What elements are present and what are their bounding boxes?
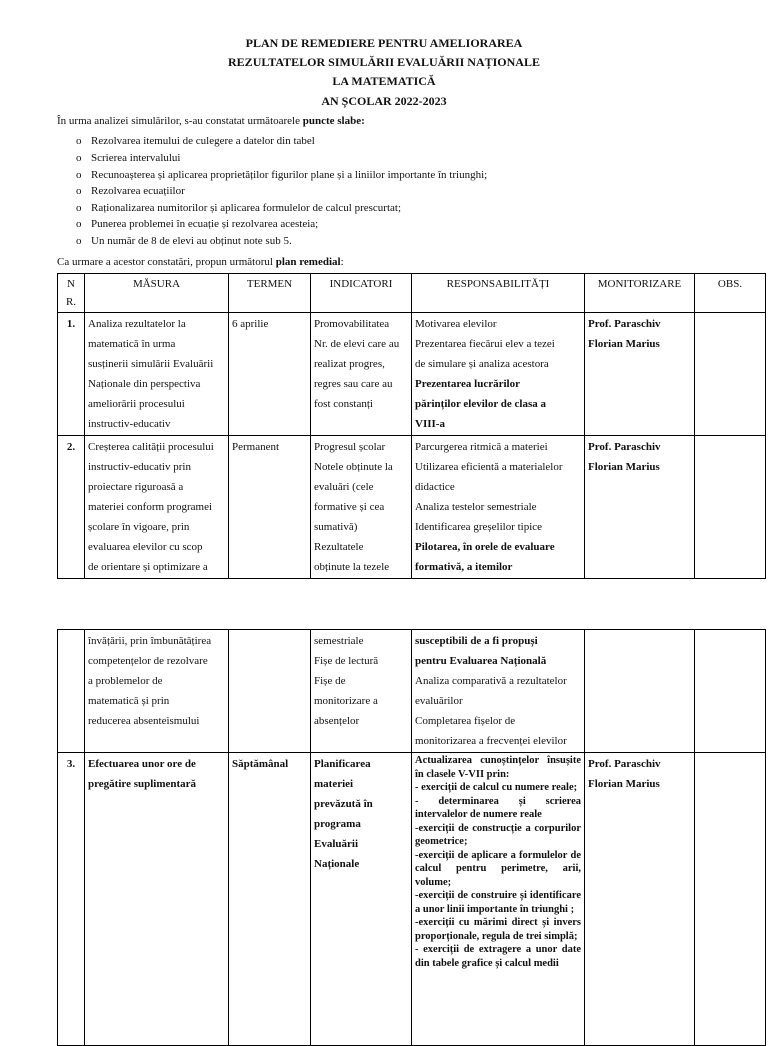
weak-point-item [76,185,185,197]
cell-monitorizare: Prof. Paraschiv Florian Marius [585,436,695,579]
cell-indicatori: Promovabilitatea Nr. de elevi care au realizat progres, regres sau care au fost constanți [311,313,412,436]
bullet-marker: o [76,235,82,247]
cell-masura: învățării, prin îmbunătățirea competențelor de rezolvare a problemelor de matematică și prin reducerea absenteismului [85,630,229,753]
remedial-plan-table-continued [57,629,766,1046]
row-number: 2. [58,436,85,579]
header-monitorizare: MONITORIZARE [585,274,695,313]
bullet-marker: o [76,135,82,147]
weak-point-item [76,169,487,181]
cell-obs [695,436,766,579]
bullet-marker: o [76,169,82,181]
cell-responsabilitati: susceptibili de a fi propuși pentru Evaluarea Națională Analiza comparativă a rezultatelor evaluărilor Completarea fișelor de monitorizarea a frecvenței elevilor [412,630,585,753]
header-obs: OBS. [695,274,766,313]
cell-masura: Efectuarea unor ore de pregătire suplimentară [85,753,229,1046]
cell-termen [229,630,311,753]
weak-point-text: Un număr de 8 de elevi au obținut note sub 5. [91,235,292,247]
cell-responsabilitati: Parcurgerea ritmică a materiei Utilizarea eficientă a materialelor didactice Analiza testelor semestriale Identificarea greșelilor tipice Pilotarea, în orele de evaluare formativă, a itemilor [412,436,585,579]
header-masura: MĂSURA [85,274,229,313]
cell-monitorizare [585,630,695,753]
title-line-4: AN ȘCOLAR 2022-2023 [321,94,447,108]
cell-termen: 6 aprilie [229,313,311,436]
weak-point-item [76,135,315,147]
weak-point-item [76,202,401,214]
plan-intro-bold: plan remedial [275,256,341,268]
bullet-marker: o [76,202,82,214]
weak-point-text: Rezolvarea itemului de culegere a datelor din tabel [91,135,315,147]
weak-point-text: Raționalizarea numitorilor și aplicarea formulelor de calcul prescurtat; [91,202,402,214]
cell-masura: Analiza rezultatelor la matematică în urma susținerii simulării Evaluării Naționale din perspectiva ameliorării procesului instructiv-educativ [85,313,229,436]
table-header-row [58,274,766,313]
row-number [58,630,85,753]
weak-point-text: Punerea problemei în ecuație și rezolvarea acesteia; [91,218,319,230]
cell-indicatori: semestriale Fișe de lectură Fișe de monitorizare a absențelor [311,630,412,753]
weak-point-text: Scrierea intervalului [91,152,181,164]
table-row [58,436,766,579]
intro-paragraph [57,115,365,127]
cell-termen: Permanent [229,436,311,579]
bullet-marker: o [76,185,82,197]
table-row [58,630,766,753]
table-row [58,313,766,436]
header-indicatori: INDICATORI [311,274,412,313]
cell-obs [695,313,766,436]
row-number: 1. [58,313,85,436]
weak-point-item [76,152,181,164]
cell-masura: Creșterea calității procesului instructiv-educativ prin proiectare riguroasă a materiei conform programei școlare în vigoare, prin evaluarea elevilor cu scop de orientare și optimizare a [85,436,229,579]
cell-obs [695,753,766,1046]
title-line-2: REZULTATELOR SIMULĂRII EVALUĂRII NAȚIONALE [228,55,540,69]
cell-responsabilitati: Actualizarea cunoștințelor însușite în clasele V-VII prin: - exerciții de calcul cu numere reale; - determinarea și scrierea intervalelor de numere reale -exerciții de construcție a corpurilor geometrice; -exerciții de aplicare a formulelor de calcul pentru perimetre, arii, volume; -exerciții de construire și identificare a unor linii importante în triunghi ; -exerciții cu mărimi direct și invers proporționale, regula de trei simplă; - exerciții de extragere a unor date din tabele grafice și calcul medii [412,753,585,1046]
plan-intro-text: Ca urmare a acestor constatări, propun următorul [57,256,276,268]
weak-point-text: Rezolvarea ecuațiilor [91,185,185,197]
header-responsabilitati: RESPONSABILITĂȚI [412,274,585,313]
row-number: 3. [58,753,85,1046]
plan-intro-tail: : [340,256,344,268]
header-termen: TERMEN [229,274,311,313]
cell-termen: Săptămânal [229,753,311,1046]
intro-bold: puncte slabe: [302,115,365,127]
cell-indicatori: Planificarea materiei prevăzută în programa Evaluării Naționale [311,753,412,1046]
plan-intro [57,256,344,268]
title-line-1: PLAN DE REMEDIERE PENTRU AMELIORAREA [245,36,523,50]
cell-obs [695,630,766,753]
cell-responsabilitati: Motivarea elevilor Prezentarea fiecărui elev a tezei de simulare și analiza acestora Prezentarea lucrărilor părinților elevilor de clasa a VIII-a [412,313,585,436]
remedial-plan-table [57,273,766,579]
intro-text: În urma analizei simulărilor, s-au constatat următoarele [57,115,303,127]
weak-point-text: Recunoașterea și aplicarea proprietăților figurilor plane și a liniilor importante în triunghi; [91,169,488,181]
cell-indicatori: Progresul școlar Notele obținute la evaluări (cele formative și cea sumativă) Rezultatele obținute la tezele [311,436,412,579]
cell-monitorizare: Prof. Paraschiv Florian Marius [585,313,695,436]
header-nr: N R. [58,274,85,313]
weak-point-item [76,218,318,230]
weak-point-item [76,235,292,247]
bullet-marker: o [76,152,82,164]
title-line-3: LA MATEMATICĂ [332,74,436,88]
bullet-marker: o [76,218,82,230]
table-row [58,753,766,1046]
cell-monitorizare: Prof. Paraschiv Florian Marius [585,753,695,1046]
